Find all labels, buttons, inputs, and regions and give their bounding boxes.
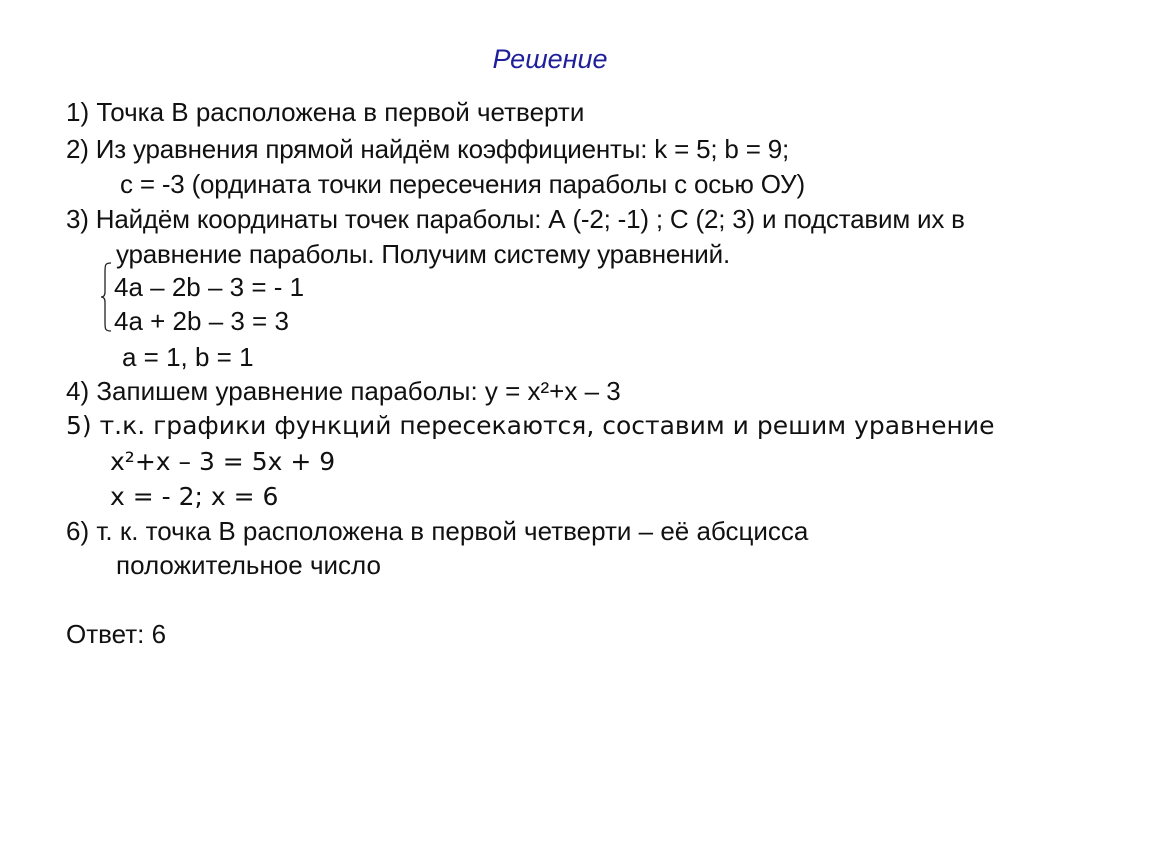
- step-1-text: 1) Точка B расположена в первой четверти: [66, 97, 585, 127]
- step-3-continuation: уравнение параболы. Получим систему уравнений.: [116, 239, 730, 269]
- answer-text: Ответ: 6: [66, 619, 167, 649]
- page-title: Решение: [492, 44, 608, 74]
- step-5-text: 5) т.к. графики функций пересекаются, составим и решим уравнение: [66, 411, 995, 440]
- step-2-text: 2) Из уравнения прямой найдём коэффициенты: k = 5; b = 9;: [66, 134, 789, 164]
- system-brace-icon: [100, 262, 112, 332]
- step-3-text: 3) Найдём координаты точек параболы: А (-2; -1) ; С (2; 3) и подставим их в: [66, 204, 965, 234]
- step-4-text: 4) Запишем уравнение параболы: y = x²+x – 3: [66, 376, 621, 406]
- system-solution: a = 1, b = 1: [122, 342, 254, 372]
- step-5-equation: x²+x – 3 = 5x + 9: [110, 447, 336, 476]
- system-equation-1: 4a – 2b – 3 = - 1: [114, 272, 305, 302]
- step-5-roots: x = - 2; x = 6: [110, 482, 279, 511]
- step-6-continuation: положительное число: [116, 550, 381, 580]
- system-equation-2: 4a + 2b – 3 = 3: [114, 306, 289, 336]
- step-6-text: 6) т. к. точка B расположена в первой четверти – её абсцисса: [66, 516, 809, 546]
- step-2-continuation: c = -3 (ордината точки пересечения параболы с осью ОУ): [120, 169, 805, 199]
